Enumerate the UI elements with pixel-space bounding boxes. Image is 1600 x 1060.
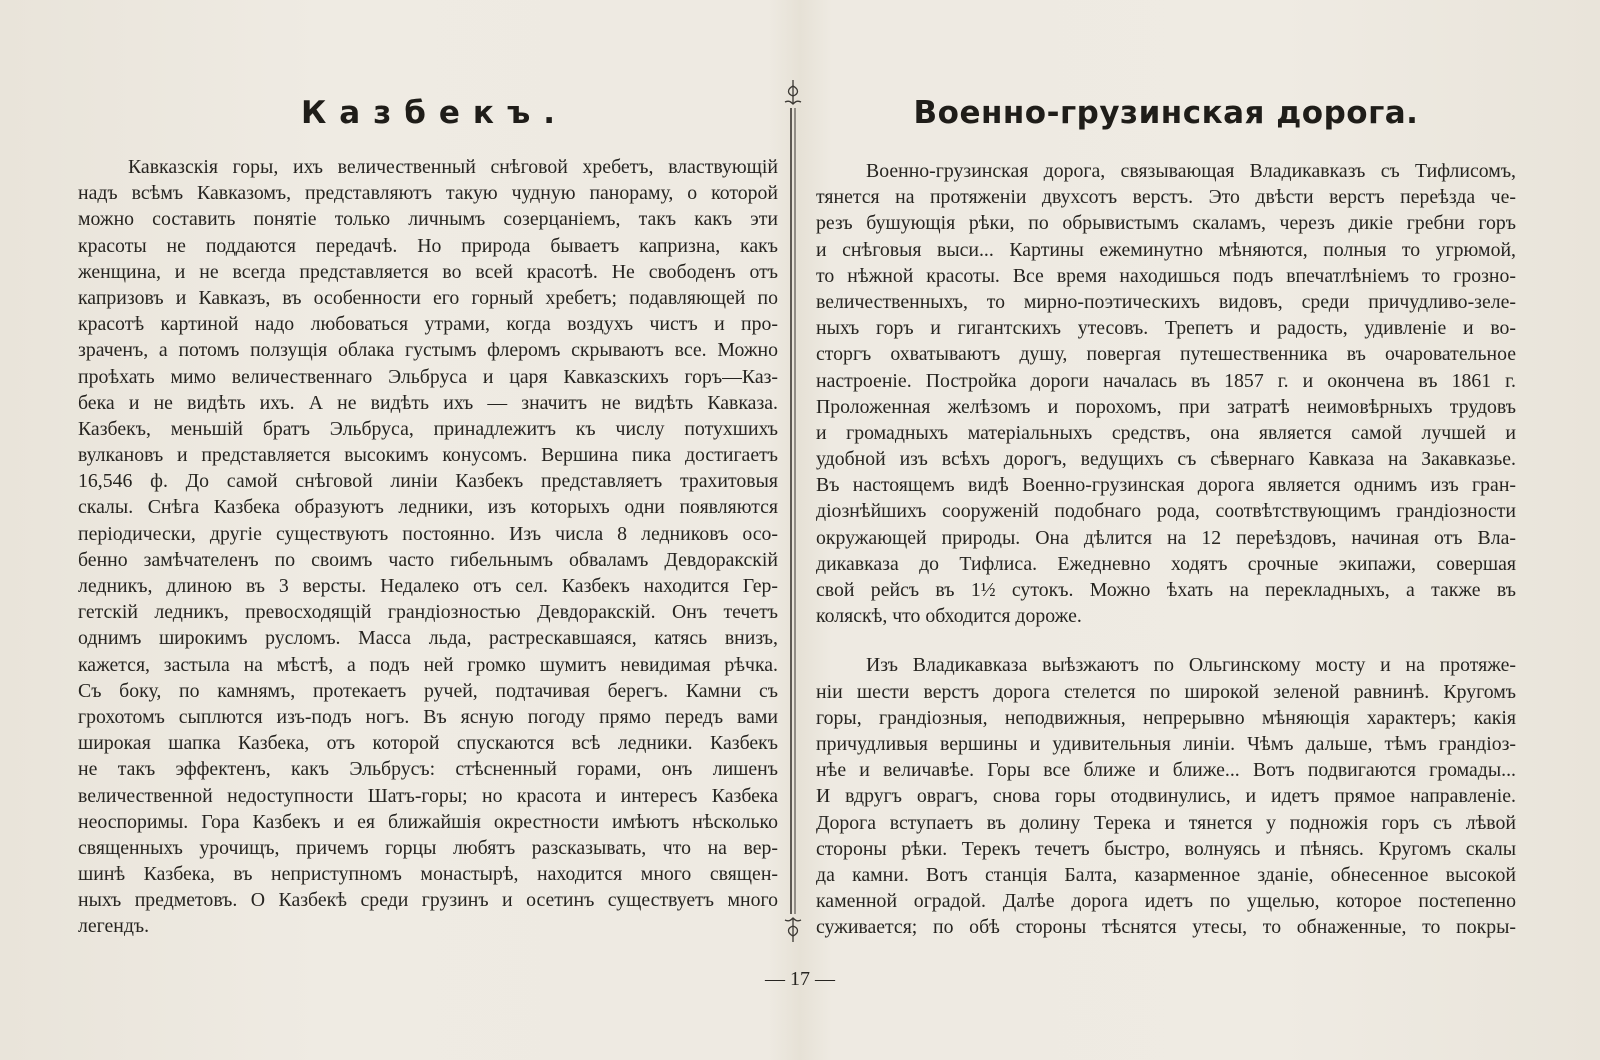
text-line: удобной изъ всѣхъ дорогъ, ведущихъ съ сѣвернаго Кавказа на Закавказье. <box>816 448 1516 471</box>
text-line: окружающей природы. Она дѣлится на 12 переѣздовъ, начиная отъ Вла- <box>816 526 1516 549</box>
text-line: грохотомъ сыплются изъ-подъ ногъ. Въ ясную погоду прямо передъ вами <box>78 705 778 728</box>
text-line: священныхъ урочищъ, причемъ горцы любятъ разсказывать, что на вер- <box>78 836 778 859</box>
text-line: гетскій ледникъ, превосходящій грандіозностью Девдоракскій. Онъ течетъ <box>78 601 778 624</box>
text-line: и снѣговыя выси... Картины ежеминутно мѣняются, полныя то угрюмой, <box>816 238 1516 261</box>
road-paragraph-1 <box>816 158 1516 629</box>
text-line: нѣе и величавѣе. Горы все ближе и ближе... Вотъ подвигаются громады... <box>816 759 1516 782</box>
ornamental-divider <box>776 78 810 944</box>
text-line: ледникъ, длиною въ 3 версты. Недалеко отъ сел. Казбекъ находится Гер- <box>78 575 778 597</box>
text-line: резъ бушующія рѣки, по обрывистымъ скаламъ, черезъ дикіе гребни горъ <box>816 212 1516 235</box>
text-line: величественныхъ, то мирно-поэтическихъ видовъ, среди причудливо-зеле- <box>816 290 1516 313</box>
text-line: ныхъ предметовъ. О Казбекѣ среди грузинъ и осетинъ существуетъ много <box>78 889 778 912</box>
text-line: Военно-грузинская дорога, связывающая Владикавказъ съ Тифлисомъ, <box>866 160 1516 182</box>
text-line: величественной недоступности Шатъ-горы; но красота и интересъ Казбека <box>78 784 778 807</box>
text-line: настроеніе. Постройка дороги началась въ 1857 г. и окончена въ 1861 г. <box>816 369 1516 392</box>
text-line: ныхъ горъ и гигантскихъ утесовъ. Трепетъ и радость, удивленіе и во- <box>816 317 1516 340</box>
text-line: сторгъ охватываютъ душу, повергая путешественника въ очаровательное <box>816 343 1516 366</box>
kazbek-paragraph <box>78 154 778 940</box>
left-column <box>78 88 778 940</box>
text-line: Проложенная желѣзомъ и порохомъ, при затратѣ неимовѣрныхъ трудовъ <box>816 395 1516 418</box>
page-number: — 17 — <box>765 968 835 990</box>
text-line: кажется, застыла на мѣстѣ, а подъ ней громко шумитъ невидимая рѣчка. <box>78 653 778 676</box>
text-line: вулкановъ и представляется высокимъ конусомъ. Вершина пика достигаетъ <box>78 444 778 467</box>
text-line: Изъ Владикавказа выѣзжаютъ по Ольгинскому мосту и на протяже- <box>866 654 1516 677</box>
text-line: ніи шести верстъ дорога стелется по широкой зеленой равнинѣ. Кругомъ <box>816 680 1516 703</box>
text-line: Съ боку, по камнямъ, протекаетъ ручей, подтачивая берегъ. Камни съ <box>78 679 778 702</box>
road-paragraph-2 <box>816 652 1516 940</box>
page-title-kazbek: Казбекъ. <box>300 95 569 131</box>
text-line: красоты не поддаются передачѣ. Но природа бываетъ капризна, какъ <box>78 234 778 257</box>
text-line: причудливыя вершины и удивительныя линіи. Чѣмъ дальше, тѣмъ грандіоз- <box>816 732 1516 755</box>
text-line: коляскѣ, что обходится дороже. <box>816 605 1082 628</box>
text-line: Дорога вступаетъ въ долину Терека и тянется у подножія горъ съ лѣвой <box>816 811 1516 834</box>
text-line: капризовъ и Кавказъ, въ особенности его горный хребетъ; подавляющей по <box>78 286 778 309</box>
text-line: горы, грандіозныя, неподвижныя, непрерывно мѣняющія характеръ; какія <box>816 706 1516 729</box>
text-line: каменной оградой. Далѣе дорога идетъ по ущелью, которое постепенно <box>816 890 1516 913</box>
text-line: и громадныхъ матеріальныхъ средствъ, она является самой лучшей и <box>816 421 1516 444</box>
text-line: тянется на протяженіи двухсотъ верстъ. Это двѣсти верстъ переѣзда че- <box>816 186 1516 209</box>
text-line: широкая шапка Казбека, отъ которой спускаются всѣ ледники. Казбекъ <box>78 732 778 755</box>
text-line: бека и не видѣть ихъ. А не видѣть ихъ — значитъ не видѣть Кавказа. <box>78 391 778 414</box>
text-line: бенно замѣчателенъ по своимъ часто гибельнымъ обваламъ Девдоракскій <box>78 548 778 571</box>
text-line: то нѣжной красоты. Все время находишься подъ впечатлѣніемъ то грозно- <box>816 264 1516 287</box>
text-line: неоспоримы. Гора Казбекъ и ея ближайшія окрестности имѣютъ нѣсколько <box>78 810 778 833</box>
text-line: періодически, другіе существуютъ постоянно. Изъ числа 8 ледниковъ осо- <box>78 522 778 545</box>
text-line: однимъ широкимъ русломъ. Масса льда, растрескавшаяся, катясь внизъ, <box>78 627 778 650</box>
text-line: суживается; по обѣ стороны тѣснятся утесы, то обнаженные, то покры- <box>816 916 1516 939</box>
text-line: женщина, и не всегда представляется во всей красотѣ. Не свободенъ отъ <box>78 260 778 283</box>
text-line: Кавказскія горы, ихъ величественный снѣговой хребетъ, властвующій <box>128 156 778 178</box>
ornament-top-icon <box>785 80 801 104</box>
text-line: діознѣйшихъ сооруженій подобнаго рода, соотвѣтствующимъ грандіозности <box>816 500 1516 523</box>
text-line: красотѣ картиной надо любоваться утрами, когда воздухъ чистъ и про- <box>78 313 778 336</box>
text-line: 16,546 ф. До самой снѣговой линіи Казбекъ представляетъ трахитовыя <box>78 470 778 493</box>
text-line: Казбекъ, меньшій братъ Эльбруса, принадлежитъ къ числу потухшихъ <box>78 417 778 440</box>
text-line: дикавказа до Тифлиса. Ежедневно ходятъ срочные экипажи, совершая <box>816 552 1516 575</box>
text-line: свой рейсъ въ 1½ сутокъ. Можно ѣхать на перекладныхъ, а также въ <box>816 579 1516 601</box>
text-line: И вдругъ оврагъ, снова горы отодвинулись, и идетъ прямое направленіе. <box>816 785 1516 808</box>
text-line: можно составить понятіе только личнымъ созерцаніемъ, такъ какъ эти <box>78 208 778 231</box>
right-column <box>816 88 1516 940</box>
page-title-georgian-military-road: Военно-грузинская дорога. <box>913 95 1419 131</box>
text-line: легендъ. <box>78 915 150 938</box>
text-line: стороны рѣки. Терекъ течетъ быстро, волнуясь и пѣнясь. Кругомъ скалы <box>816 837 1516 860</box>
text-line: надъ всѣмъ Кавказомъ, представляютъ такую чудную панораму, о которой <box>78 182 778 205</box>
text-line: скалы. Снѣга Казбека образуютъ ледники, изъ которыхъ одни появляются <box>78 496 778 519</box>
text-line: да камни. Вотъ станція Балта, казарменное зданіе, обнесенное высокой <box>816 863 1516 886</box>
text-line: шинѣ Казбека, въ неприступномъ монастырѣ, находится много священ- <box>78 863 778 886</box>
text-line: зраченъ, а потомъ ползущія облака густымъ флеромъ скрываютъ все. Можно <box>78 339 778 362</box>
text-line: проѣхать мимо величественнаго Эльбруса и царя Кавказскихъ горъ—Каз- <box>78 365 778 388</box>
ornament-bottom-icon <box>785 918 801 942</box>
text-line: не такъ эффектенъ, какъ Эльбрусъ: стѣсненный горами, онъ лишенъ <box>78 758 778 781</box>
text-line: Въ настоящемъ видѣ Военно-грузинская дорога является однимъ изъ гран- <box>816 474 1516 497</box>
